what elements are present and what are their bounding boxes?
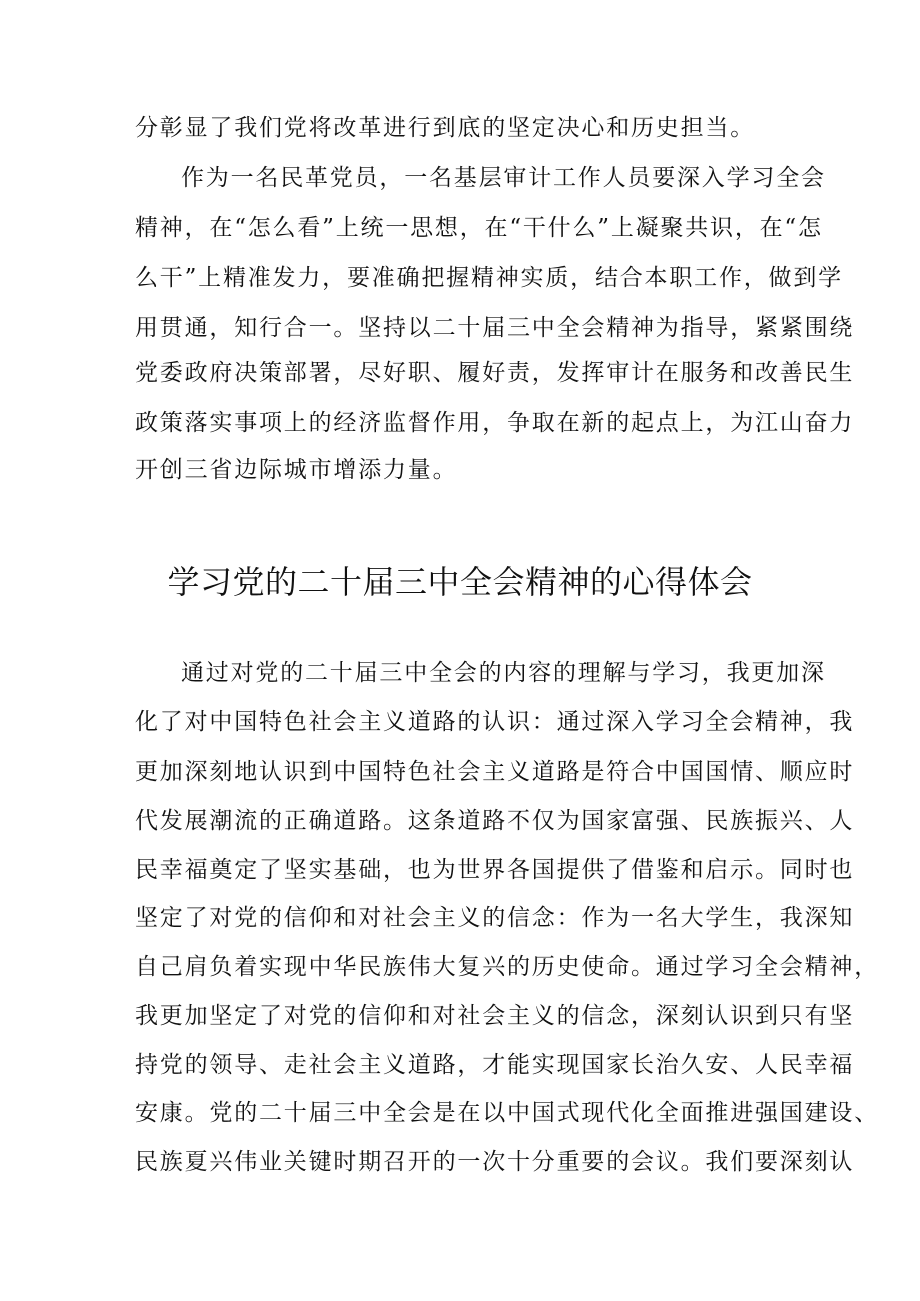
paragraph-line: 民幸福奠定了坚实基础，也为世界各国提供了借鉴和启示。同时也 xyxy=(135,857,855,883)
paragraph-line: 持党的领导、走社会主义道路，才能实现国家长治久安、人民幸福 xyxy=(135,1052,855,1078)
paragraph-line: 用贯通，知行合一。坚持以二十届三中全会精神为指导，紧紧围绕 xyxy=(135,315,855,341)
paragraph-line: 通过对党的二十届三中全会的内容的理解与学习，我更加深 xyxy=(181,660,826,686)
paragraph-line: 化了对中国特色社会主义道路的认识：通过深入学习全会精神，我 xyxy=(135,709,855,735)
paragraph-line: 么干”上精准发力，要准确把握精神实质，结合本职工作，做到学 xyxy=(135,265,843,291)
paragraph-line: 代发展潮流的正确道路。这条道路不仅为国家富强、民族振兴、人 xyxy=(135,808,855,834)
paragraph-line: 开创三省边际城市增添力量。 xyxy=(135,457,458,483)
paragraph-line: 分彰显了我们党将改革进行到底的坚定决心和历史担当。 xyxy=(135,115,755,141)
paragraph-line: 更加深刻地认识到中国特色社会主义道路是符合中国国情、顺应时 xyxy=(135,759,855,785)
paragraph-line: 政策落实事项上的经济监督作用，争取在新的起点上，为江山奋力 xyxy=(135,410,855,436)
paragraph-line: 自己肩负着实现中华民族伟大复兴的历史使命。通过学习全会精神， xyxy=(135,954,879,980)
paragraph-line: 党委政府决策部署，尽好职、履好责，发挥审计在服务和改善民生 xyxy=(135,360,855,386)
paragraph-line: 精神，在“怎么看”上统一思想，在“干什么”上凝聚共识，在“怎 xyxy=(135,215,823,241)
paragraph-line: 民族夏兴伟业关键时期召开的一次十分重要的会议。我们要深刻认 xyxy=(135,1149,855,1175)
paragraph-line: 我更加坚定了对党的信仰和对社会主义的信念，深刻认识到只有坚 xyxy=(135,1003,855,1029)
paragraph-line: 作为一名民革党员，一名基层审计工作人员要深入学习全会 xyxy=(181,165,826,191)
paragraph-line: 坚定了对党的信仰和对社会主义的信念：作为一名大学生，我深知 xyxy=(135,905,855,931)
paragraph-line: 安康。党的二十届三中全会是在以中国式现代化全面推进强国建设、 xyxy=(135,1100,879,1126)
section-title: 学习党的二十届三中全会精神的心得体会 xyxy=(167,563,753,601)
